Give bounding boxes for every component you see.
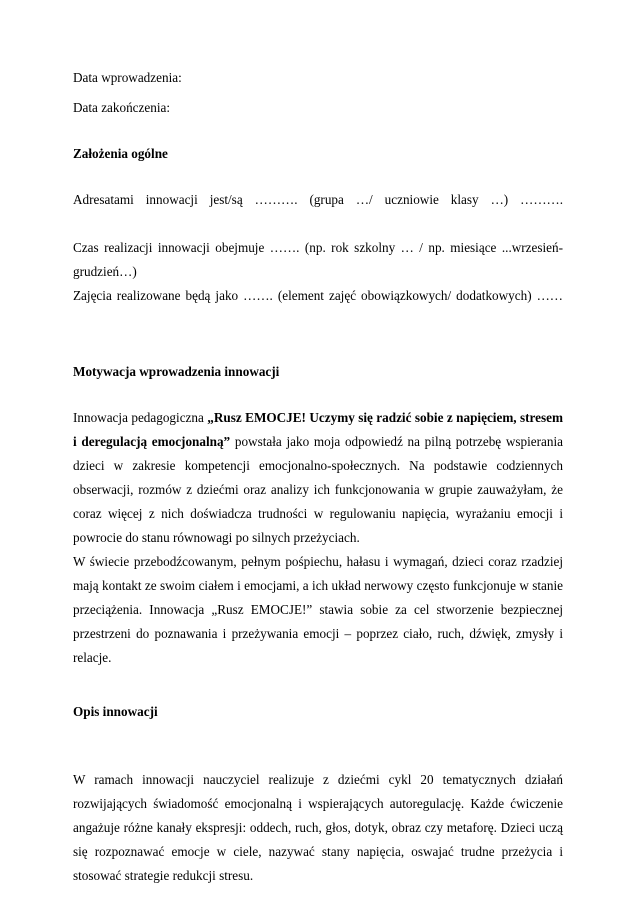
motivation-paragraph-1 bbox=[73, 406, 563, 550]
date-fields-block bbox=[73, 66, 563, 126]
end-date-label: Data zakończenia: bbox=[73, 100, 171, 115]
innovation-title-bold: „Rusz EMOCJE! Uczymy się radzić sobie z napięciem, stresem i deregulacją emocjonalną” bbox=[73, 410, 563, 449]
description-paragraph-1: W ramach innowacji nauczyciel realizuje z dziećmi cykl 20 tematycznych działań rozwijających świadomość emocjonalną i wspierających autoregulację. Każde ćwiczenie angażuje różne kanały ekspresji: oddech, ruch, głos, dotyk, obraz czy metaforę. Dzieci uczą się rozpoznawać emocje w ciele, nazywać stany napięcia, oswajać trudne przeżycia i stosować strategie redukcji stresu. bbox=[73, 772, 563, 883]
assumptions-line-1: Adresatami innowacji jest/są ………. (grupa …/ uczniowie klasy …) ………. bbox=[73, 192, 563, 207]
heading-description: Opis innowacji bbox=[73, 704, 158, 719]
assumptions-line-3: Zajęcia realizowane będą jako ……. (element zajęć obowiązkowych/ dodatkowych) …… bbox=[73, 288, 563, 303]
motivation-rest-text: powstała jako moja odpowiedź na pilną potrzebę wspierania dzieci w zakresie kompetencji emocjonalno-społecznych. Na podstawie codziennych obserwacji, rozmów z dziećmi oraz analizy ich funkcjonowania w grupie zauważyłam, że coraz więcej z nich doświadcza trudności w regulowaniu napięcia, wyrażaniu emocji i powrocie do stanu równowagi po silnych przeżyciach. bbox=[73, 434, 563, 545]
assumptions-lines bbox=[73, 188, 563, 332]
heading-assumptions: Założenia ogólne bbox=[73, 146, 168, 161]
assumptions-line-2: Czas realizacji innowacji obejmuje ……. (np. rok szkolny … / np. miesiące ...wrzesień-grudzień…) bbox=[73, 240, 563, 279]
motivation-lead-text: Innowacja pedagogiczna bbox=[73, 410, 208, 425]
end-date-row bbox=[73, 96, 563, 126]
start-date-row bbox=[73, 66, 563, 96]
document-body bbox=[73, 66, 563, 888]
motivation-paragraph-2: W świecie przebodźcowanym, pełnym pośpiechu, hałasu i wymagań, dzieci coraz rzadziej mają kontakt ze swoim ciałem i emocjami, a ich układ nerwowy często funkcjonuje w stanie przeciążenia. Innowacja „Rusz EMOCJE!” stawia sobie za cel stworzenie bezpiecznej przestrzeni do poznawania i przeżywania emocji – poprzez ciało, ruch, dźwięk, zmysły i relacje. bbox=[73, 554, 563, 665]
heading-motivation: Motywacja wprowadzenia innowacji bbox=[73, 364, 280, 379]
start-date-label: Data wprowadzenia: bbox=[73, 70, 182, 85]
